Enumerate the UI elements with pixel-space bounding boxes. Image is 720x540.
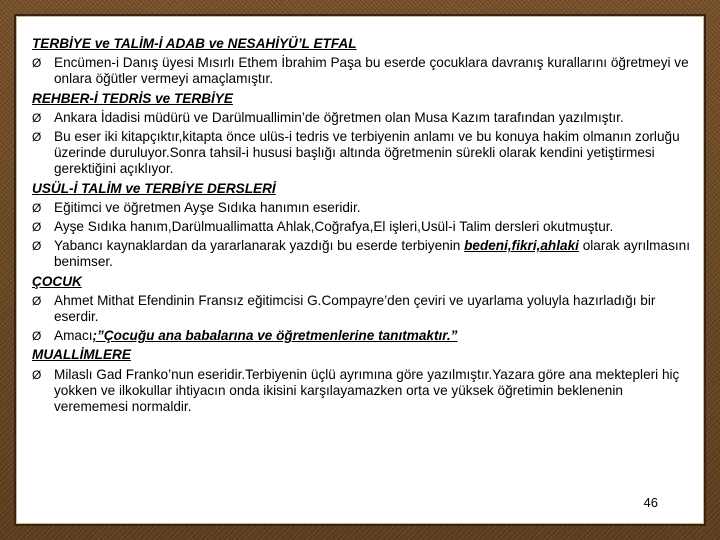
- arrow-bullet-icon: Ø: [32, 239, 42, 254]
- arrow-bullet-icon: Ø: [32, 367, 42, 382]
- bullet-item: [32, 293, 692, 325]
- bullet-item: [32, 200, 692, 216]
- bullet-text-pre: Amacı: [54, 328, 93, 344]
- bullet-text: Bu eser iki kitapçıktır,kitapta önce ulüs-i tedris ve terbiyenin anlamı ve bu konuya hakim olmanın zorluğu üzerinde duruluyor.Sonra tahsil-i hususi başlığı altında öğretmenin sürekli olarak kendini yetiştirmesi gerektiğini açıklıyor.: [54, 129, 680, 177]
- bullet-text: Milaslı Gad Franko’nun eseridir.Terbiyenin üçlü ayrımına göre yazılmıştır.Yazara göre ana mektepleri hiç yokken ve ilkokullar ihtiyacın onda ikisini karşılayamazken orta ve yüksek öğretimin beklenenin verememesi normaldir.: [54, 366, 680, 415]
- bullet-item: [32, 238, 692, 270]
- bullet-text: Encümen-i Danış üyesi Mısırlı Ethem İbrahim Paşa bu eserde çocuklara davranış kurallarını öğretmeyi ve onlara öğütler vermeyi amaçlamıştır.: [54, 55, 689, 87]
- bullet-text: Ayşe Sıdıka hanım,Darülmuallimatta Ahlak,Coğrafya,El işleri,Usül-i Talim dersleri okutmuştur.: [54, 219, 614, 235]
- section-heading: MUALLİMLERE: [32, 347, 131, 363]
- section-heading: USÜL-İ TALİM ve TERBİYE DERSLERİ: [32, 180, 276, 196]
- emphasis-text: bedeni,fikri,ahlaki: [464, 238, 579, 254]
- arrow-bullet-icon: Ø: [32, 56, 42, 71]
- arrow-bullet-icon: Ø: [32, 130, 42, 145]
- section-heading: TERBİYE ve TALİM-İ ADAB ve NESAHİYÜ’L ETFAL: [32, 36, 357, 51]
- slide-content: [32, 36, 692, 418]
- bullet-text: Ankara İdadisi müdürü ve Darülmuallimin’de öğretmen olan Musa Kazım tarafından yazılmıştır.: [54, 109, 624, 125]
- page-number: 46: [643, 495, 658, 510]
- slide: [14, 14, 706, 526]
- bullet-text-pre: Yabancı kaynaklardan da yararlanarak yazdığı bu eserde terbiyenin: [54, 238, 465, 254]
- bullet-item: [32, 328, 692, 344]
- arrow-bullet-icon: Ø: [32, 220, 42, 235]
- bullet-text-post: olarak ayrılmasını benimser.: [54, 238, 690, 270]
- emphasis-text: ;”Çocuğu ana babalarına ve öğretmenlerine tanıtmaktır.”: [92, 328, 458, 344]
- bullet-item: [32, 129, 692, 178]
- arrow-bullet-icon: Ø: [32, 110, 42, 125]
- arrow-bullet-icon: Ø: [32, 200, 42, 215]
- bullet-item: [32, 110, 692, 126]
- bullet-item: [32, 55, 692, 87]
- bullet-text: Ahmet Mithat Efendinin Fransız eğitimcisi G.Compayre’den çeviri ve uyarlama yoluyla hazırladığı bir eserdir.: [54, 292, 656, 325]
- section-heading: ÇOCUK: [32, 273, 82, 289]
- bullet-text: Eğitimci ve öğretmen Ayşe Sıdıka hanımın eseridir.: [54, 199, 361, 215]
- bullet-item: [32, 219, 692, 235]
- section-heading: REHBER-İ TEDRİS ve TERBİYE: [32, 90, 233, 106]
- arrow-bullet-icon: Ø: [32, 293, 42, 308]
- arrow-bullet-icon: Ø: [32, 329, 42, 344]
- bullet-item: [32, 367, 692, 416]
